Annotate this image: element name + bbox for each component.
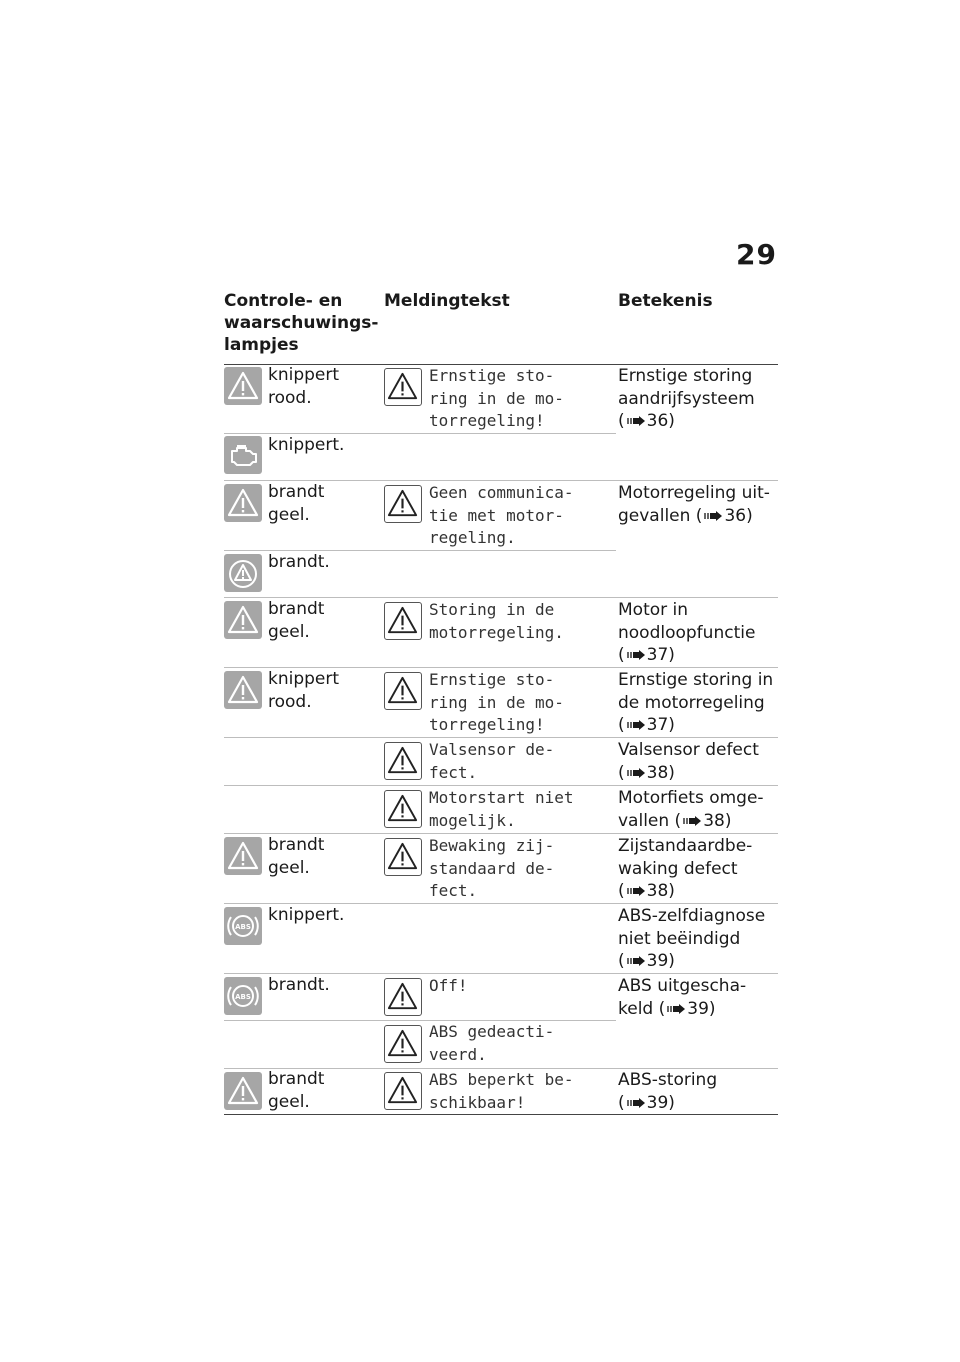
lamp-status: knippert rood. bbox=[268, 365, 340, 408]
page-reference[interactable]: 37) bbox=[646, 645, 675, 665]
page-reference-arrow-icon bbox=[627, 650, 645, 660]
lamp-status: brandt. bbox=[268, 552, 330, 572]
message-text: Ernstige sto- ring in de mo- torregeling! bbox=[429, 366, 564, 430]
warning-triangle-icon bbox=[224, 837, 262, 875]
meaning-label: Motorregeling uit- gevallen ( bbox=[618, 483, 770, 526]
page-reference-arrow-icon bbox=[627, 886, 645, 896]
meaning-label: Ernstige storing aandrijfsysteem ( bbox=[618, 366, 755, 431]
meaning-label: Motorfiets omge- vallen ( bbox=[618, 788, 764, 831]
meaning-label: ABS uitgescha- keld ( bbox=[618, 976, 747, 1019]
warning-triangle-icon bbox=[384, 1025, 422, 1063]
meaning-text bbox=[618, 365, 755, 433]
message-text: ABS gedeacti- veerd. bbox=[429, 1022, 555, 1064]
lamp-status: knippert. bbox=[268, 905, 345, 925]
page-reference-arrow-icon bbox=[627, 768, 645, 778]
lamp-status: brandt geel. bbox=[268, 482, 325, 525]
lamp-status: brandt geel. bbox=[268, 599, 325, 642]
warning-triangle-icon bbox=[384, 485, 422, 523]
warning-triangle-icon bbox=[224, 671, 262, 709]
column-header-meaning: Betekenis bbox=[618, 291, 713, 311]
warning-triangle-icon bbox=[384, 672, 422, 710]
page-reference-arrow-icon bbox=[627, 720, 645, 730]
lamp-status: brandt geel. bbox=[268, 835, 325, 878]
meaning-text bbox=[618, 905, 765, 973]
lamp-status: knippert. bbox=[268, 435, 345, 455]
svg-text:ABS: ABS bbox=[235, 993, 251, 1001]
page-number: 29 bbox=[736, 238, 777, 271]
warning-triangle-icon bbox=[224, 484, 262, 522]
page-reference[interactable]: 38) bbox=[703, 810, 732, 831]
meaning-label: ABS-zelfdiagnose niet beëindigd ( bbox=[618, 906, 766, 971]
abs-icon bbox=[224, 907, 262, 945]
page-reference-arrow-icon bbox=[627, 416, 645, 426]
page-reference-arrow-icon bbox=[627, 956, 645, 966]
message-text: Storing in de motorregeling. bbox=[429, 600, 564, 642]
warning-triangle-icon bbox=[384, 368, 422, 406]
message-text: Ernstige sto- ring in de mo- torregeling! bbox=[429, 670, 564, 734]
page-reference-arrow-icon bbox=[683, 816, 701, 826]
warning-triangle-icon bbox=[224, 367, 262, 405]
meaning-label: Ernstige storing in de motorregeling ( bbox=[618, 670, 774, 735]
meaning-text bbox=[618, 482, 770, 527]
circle-warning-icon bbox=[224, 554, 262, 592]
table-bottom-rule bbox=[224, 1114, 778, 1115]
warning-triangle-icon bbox=[224, 1072, 262, 1110]
meaning-text bbox=[618, 1069, 717, 1114]
message-text: ABS beperkt be- schikbaar! bbox=[429, 1070, 574, 1112]
page-reference[interactable]: 36) bbox=[646, 411, 675, 431]
message-text: Motorstart niet mogelijk. bbox=[429, 788, 574, 830]
page-reference[interactable]: 39) bbox=[646, 1092, 675, 1113]
message-text: Off! bbox=[429, 976, 468, 995]
warning-triangle-icon bbox=[384, 838, 422, 876]
column-header-message: Meldingtekst bbox=[384, 291, 510, 311]
lamp-status: brandt geel. bbox=[268, 1069, 325, 1112]
warning-triangle-icon bbox=[384, 790, 422, 828]
message-text: Valsensor de- fect. bbox=[429, 740, 555, 782]
page-reference[interactable]: 37) bbox=[646, 715, 675, 735]
page-reference-arrow-icon bbox=[704, 511, 722, 521]
warning-triangle-icon bbox=[384, 742, 422, 780]
table-rule bbox=[224, 737, 778, 738]
lamp-status: knippert rood. bbox=[268, 669, 340, 712]
page-reference[interactable]: 39) bbox=[687, 998, 716, 1019]
abs-icon bbox=[224, 977, 262, 1015]
warning-triangle-icon bbox=[384, 602, 422, 640]
meaning-text bbox=[618, 787, 764, 832]
page-reference-arrow-icon bbox=[667, 1004, 685, 1014]
meaning-label: ABS-storing ( bbox=[618, 1070, 718, 1113]
meaning-label: Motor in noodloopfunctie ( bbox=[618, 600, 756, 665]
engine-check-icon bbox=[224, 436, 262, 474]
warning-triangle-icon bbox=[384, 978, 422, 1016]
page-reference-arrow-icon bbox=[627, 1098, 645, 1108]
message-text: Geen communica- tie met motor- regeling. bbox=[429, 483, 574, 547]
page-reference[interactable]: 38) bbox=[646, 881, 675, 901]
table-rule bbox=[224, 785, 778, 786]
meaning-label: Valsensor defect ( bbox=[618, 740, 759, 783]
warning-triangle-icon bbox=[384, 1072, 422, 1110]
warning-triangle-icon bbox=[224, 601, 262, 639]
message-text: Bewaking zij- standaard de- fect. bbox=[429, 836, 555, 900]
page-reference[interactable]: 39) bbox=[646, 951, 675, 971]
page-reference[interactable]: 38) bbox=[646, 762, 675, 783]
lamp-status: brandt. bbox=[268, 975, 330, 995]
page-reference[interactable]: 36) bbox=[724, 505, 753, 526]
meaning-text bbox=[618, 975, 746, 1020]
meaning-text bbox=[618, 835, 752, 903]
table-rule bbox=[224, 1020, 616, 1021]
meaning-text bbox=[618, 739, 759, 784]
meaning-text bbox=[618, 599, 755, 667]
meaning-text bbox=[618, 669, 773, 737]
svg-text:ABS: ABS bbox=[235, 923, 251, 931]
column-header-lamps: Controle- en waarschuwings- lampjes bbox=[224, 291, 379, 355]
meaning-label: Zijstandaardbe- waking defect ( bbox=[618, 836, 753, 901]
